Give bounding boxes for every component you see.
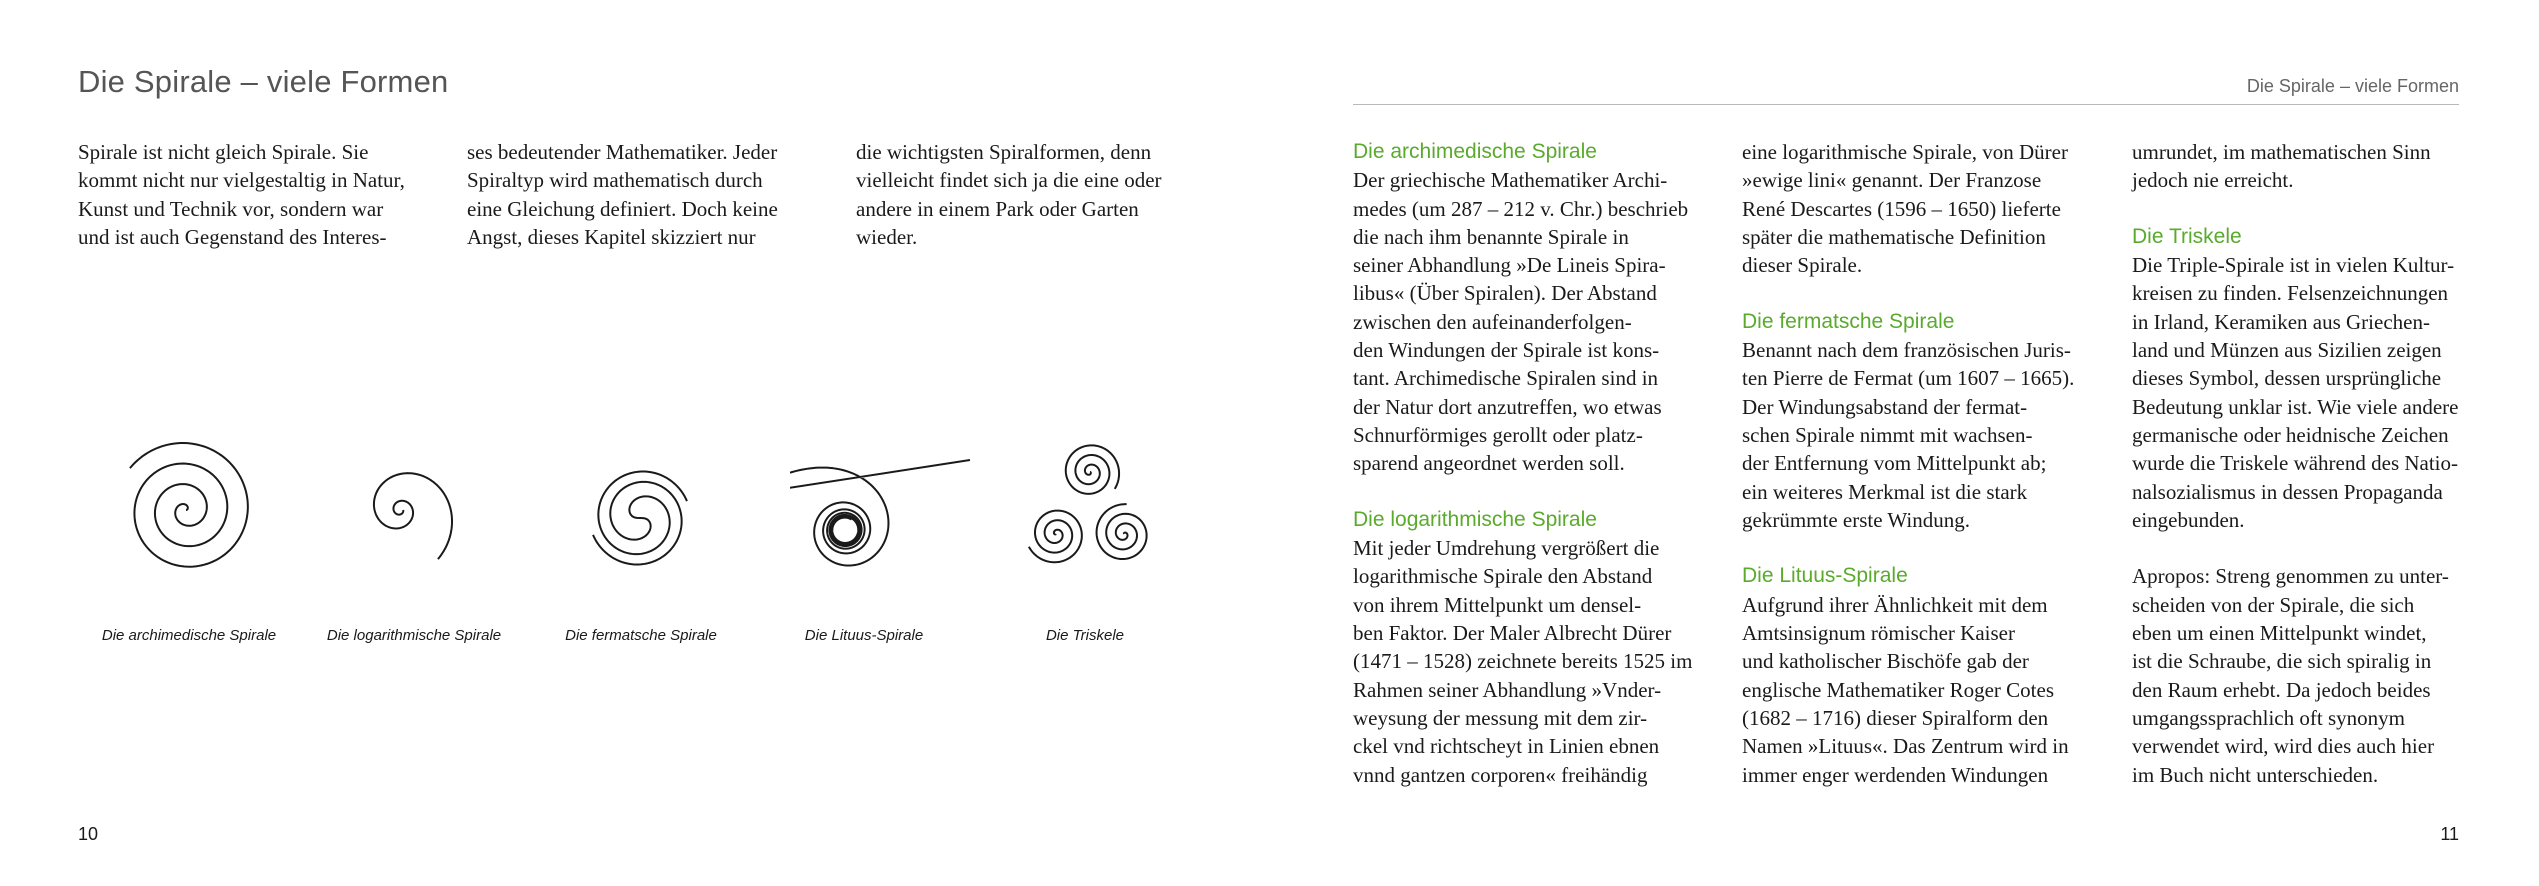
text-line: seiner Abhandlung »De Lineis Spira- — [1353, 253, 1666, 278]
text-line: den Raum erhebt. Da jedoch beides — [2132, 677, 2431, 702]
text-line: die nach ihm benannte Spirale in — [1353, 224, 1629, 249]
logarithmic-spiral-illustration — [330, 438, 500, 598]
text-line: Benannt nach dem französischen Juris- — [1742, 338, 2071, 363]
caption-fermat: Die fermatsche Spirale — [565, 627, 717, 644]
heading-archimedean: Die archimedische Spirale — [1353, 140, 1597, 163]
text-line: Angst, dieses Kapitel skizziert nur — [467, 224, 756, 249]
text-line: umrundet, im mathematischen Sinn — [2132, 140, 2431, 164]
text-line: vnnd gantzen corporen« freihändig — [1353, 762, 1648, 787]
text-line: dieses Symbol, dessen ursprüngliche — [2132, 366, 2442, 391]
text-line: die wichtigsten Spiralformen, denn — [856, 140, 1152, 164]
text-line: umgangssprachlich oft synonym — [2132, 705, 2405, 730]
text-line: jedoch nie erreicht. — [2132, 168, 2294, 193]
logarithmic-spiral-path — [374, 473, 452, 559]
article-column-2 — [1742, 138, 2122, 789]
text-line: medes (um 287 – 212 v. Chr.) beschrieb — [1353, 196, 1689, 221]
page-number-right: 11 — [2440, 824, 2459, 844]
text-line: eingebunden. — [2132, 507, 2245, 532]
text-line: im Buch nicht unterschieden. — [2132, 762, 2379, 787]
text-line: scheiden von der Spirale, die sich — [2132, 592, 2415, 617]
paragraph-logarithmic-cont — [1742, 138, 2122, 279]
intro-column-1 — [78, 138, 438, 251]
caption-triskele: Die Triskele — [1045, 627, 1125, 644]
text-line: Schnurförmiges gerollt oder platz- — [1353, 422, 1643, 447]
paragraph-lituus-cont — [2132, 138, 2512, 195]
text-line: eine logarithmische Spirale, von Dürer — [1742, 140, 2068, 164]
text-line: später die mathematische Definition — [1742, 224, 2046, 249]
article-column-1 — [1353, 138, 1733, 789]
text-line: Spiraltyp wird mathematisch durch — [467, 168, 763, 193]
text-line: René Descartes (1596 – 1650) lieferte — [1742, 196, 2061, 221]
text-line: eben um einen Mittelpunkt windet, — [2132, 621, 2427, 646]
text-line: verwendet wird, wird dies auch hier — [2132, 734, 2435, 759]
text-line: vielleicht findet sich ja die eine oder — [856, 168, 1162, 193]
text-line: dieser Spirale. — [1742, 253, 1863, 278]
running-head: Die Spirale – viele Formen — [2246, 76, 2459, 96]
caption-archimedean: Die archimedische Spirale — [101, 627, 277, 644]
text-line: gekrümmte erste Windung. — [1742, 507, 1970, 532]
heading-fermat: Die fermatsche Spirale — [1742, 309, 1955, 333]
intro-column-2 — [467, 138, 827, 251]
text-line: den Windungen der Spirale ist kons- — [1353, 338, 1660, 363]
lituus-spiral-path — [790, 460, 970, 566]
text-line: Namen »Lituus«. Das Zentrum wird in — [1742, 734, 2069, 759]
text-line: land und Münzen aus Sizilien zeigen — [2132, 338, 2442, 363]
text-line: immer enger werdenden Windungen — [1742, 762, 2049, 787]
caption-logarithmic: Die logarithmische Spirale — [326, 627, 502, 644]
paragraph-apropos — [2132, 562, 2512, 788]
text-line: eine Gleichung definiert. Doch keine — [467, 196, 778, 221]
text-line: ben Faktor. Der Maler Albrecht Dürer — [1353, 621, 1672, 646]
text-line: Der Windungsabstand der fermat- — [1742, 394, 2028, 419]
text-line: logarithmische Spirale den Abstand — [1353, 564, 1653, 589]
text-line: (1682 – 1716) dieser Spiralform den — [1742, 705, 2049, 730]
chapter-title: Die Spirale – viele Formen — [78, 64, 449, 99]
text-line: Rahmen seiner Abhandlung »Vnder- — [1353, 677, 1662, 702]
text-line: der Natur dort anzutreffen, wo etwas — [1353, 394, 1662, 419]
caption-lituus: Die Lituus-Spirale — [804, 627, 924, 644]
paragraph-logarithmic — [1353, 534, 1733, 789]
text-line: sparend angeordnet werden soll. — [1353, 451, 1625, 476]
text-line: Amtsinsignum römischer Kaiser — [1742, 621, 2015, 646]
text-line: ten Pierre de Fermat (um 1607 – 1665). — [1742, 366, 2075, 391]
header-rule — [1353, 104, 2459, 105]
text-line: weysung der messung mit dem zir- — [1353, 705, 1648, 730]
paragraph-archimedean — [1353, 166, 1733, 477]
heading-triskele: Die Triskele — [2132, 224, 2242, 248]
text-line: wieder. — [856, 224, 918, 249]
text-line: Mit jeder Umdrehung vergrößert die — [1353, 536, 1660, 561]
text-line: ist die Schraube, die sich spiralig in — [2132, 649, 2432, 674]
article-column-3 — [2132, 138, 2512, 789]
text-line: libus« (Über Spiralen). Der Abstand — [1353, 281, 1657, 306]
page-number-left: 10 — [78, 824, 99, 844]
text-line: ckel vnd richtscheyt in Linien ebnen — [1353, 734, 1660, 759]
triskele-path — [1029, 445, 1147, 562]
fermat-spiral-illustration — [560, 438, 720, 598]
text-line: von ihrem Mittelpunkt um densel- — [1353, 592, 1642, 617]
text-line: Die Triple-Spirale ist in vielen Kultur- — [2132, 253, 2455, 278]
text-line: germanische oder heidnische Zeichen — [2132, 422, 2449, 447]
text-line: Aufgrund ihrer Ähnlichkeit mit dem — [1742, 592, 2048, 617]
text-line: Bedeutung unklar ist. Wie viele andere — [2132, 394, 2459, 419]
archimedean-spiral-path — [130, 443, 248, 567]
text-line: »ewige lini« genannt. Der Franzose — [1742, 168, 2042, 193]
text-line: nalsozialismus in dessen Propaganda — [2132, 479, 2443, 504]
text-line: (1471 – 1528) zeichnete bereits 1525 im — [1353, 649, 1693, 674]
text-line: kommt nicht nur vielgestaltig in Natur, — [78, 168, 405, 193]
text-line: schen Spirale nimmt mit wachsen- — [1742, 422, 2033, 447]
paragraph-triskele — [2132, 251, 2512, 534]
text-line: andere in einem Park oder Garten — [856, 196, 1139, 221]
paragraph-lituus — [1742, 591, 2122, 789]
text-line: ses bedeutender Mathematiker. Jeder — [467, 140, 778, 164]
text-line: ein weiteres Merkmal ist die stark — [1742, 479, 2028, 504]
text-line: und katholischer Bischöfe gab der — [1742, 649, 2029, 674]
heading-logarithmic: Die logarithmische Spirale — [1353, 507, 1597, 531]
text-line: Der griechische Mathematiker Archi- — [1353, 168, 1668, 193]
text-line: kreisen zu finden. Felsenzeichnungen — [2132, 281, 2449, 306]
archimedean-spiral-illustration — [110, 438, 270, 598]
text-line: in Irland, Keramiken aus Griechen- — [2132, 309, 2430, 334]
text-line: der Entfernung vom Mittelpunkt ab; — [1742, 451, 2047, 476]
text-line: und ist auch Gegenstand des Interes- — [78, 224, 387, 249]
left-page — [0, 0, 1269, 886]
lituus-spiral-illustration — [790, 430, 980, 590]
text-line: Spirale ist nicht gleich Spirale. Sie — [78, 140, 369, 164]
text-line: englische Mathematiker Roger Cotes — [1742, 677, 2054, 702]
heading-lituus: Die Lituus-Spirale — [1742, 564, 1908, 588]
right-page — [1269, 0, 2539, 886]
text-line: zwischen den aufeinanderfolgen- — [1353, 309, 1632, 334]
text-line: Kunst und Technik vor, sondern war — [78, 196, 384, 221]
text-line: wurde die Triskele während des Natio- — [2132, 451, 2459, 476]
text-line: tant. Archimedische Spiralen sind in — [1353, 366, 1659, 391]
intro-column-3 — [856, 138, 1216, 251]
triskele-illustration — [1010, 430, 1170, 590]
paragraph-fermat — [1742, 336, 2122, 534]
text-line: Apropos: Streng genommen zu unter- — [2132, 564, 2449, 589]
fermat-spiral-path — [593, 472, 687, 565]
